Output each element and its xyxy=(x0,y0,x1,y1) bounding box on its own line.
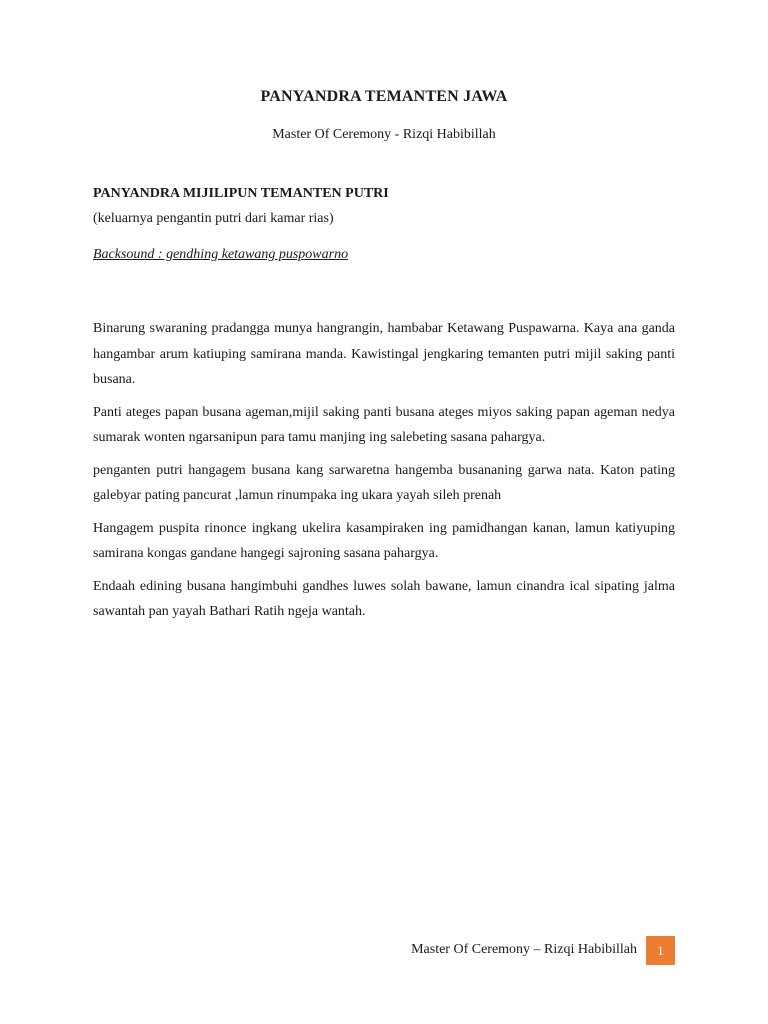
paragraph: Binarung swaraning pradangga munya hangrangin, hambabar Ketawang Puspawarna. Kaya ana ganda hangambar arum katiuping samirana manda. Kawistingal jengkaring temanten putri mijil saking panti busana. xyxy=(93,321,675,387)
page-number-badge: 1 xyxy=(646,936,675,965)
paragraph: Panti ateges papan busana ageman,mijil saking panti busana ateges miyos saking papan ageman nedya sumarak wonten ngarsanipun para tamu manjing ing salebeting sasana pahargya. xyxy=(93,404,675,445)
footer-text: Master Of Ceremony – Rizqi Habibillah xyxy=(411,942,637,957)
document-subtitle: Master Of Ceremony - Rizqi Habibillah xyxy=(272,127,496,142)
section-heading: PANYANDRA MIJILIPUN TEMANTEN PUTRI xyxy=(93,186,389,201)
paragraph: penganten putri hangagem busana kang sarwaretna hangemba busananing garwa nata. Katon pating galebyar pating pancurat ,lamun rinumpaka ing ukara yayah sileh prenah xyxy=(93,462,675,503)
body-text xyxy=(93,316,675,632)
backsound-note: Backsound : gendhing ketawang puspowarno xyxy=(93,247,349,262)
document-title: PANYANDRA TEMANTEN JAWA xyxy=(260,88,508,105)
page-footer xyxy=(93,936,675,965)
paragraph: Endaah edining busana hangimbuhi gandhes luwes solah bawane, lamun cinandra ical sipating jalma sawantah pan yayah Bathari Ratih ngeja wantah. xyxy=(93,578,675,619)
paragraph: Hangagem puspita rinonce ingkang ukelira kasampiraken ing pamidhangan kanan, lamun katiyuping samirana kongas gandane hangegi sajroning sasana pahargya. xyxy=(93,520,675,561)
section-note: (keluarnya pengantin putri dari kamar rias) xyxy=(93,211,334,226)
